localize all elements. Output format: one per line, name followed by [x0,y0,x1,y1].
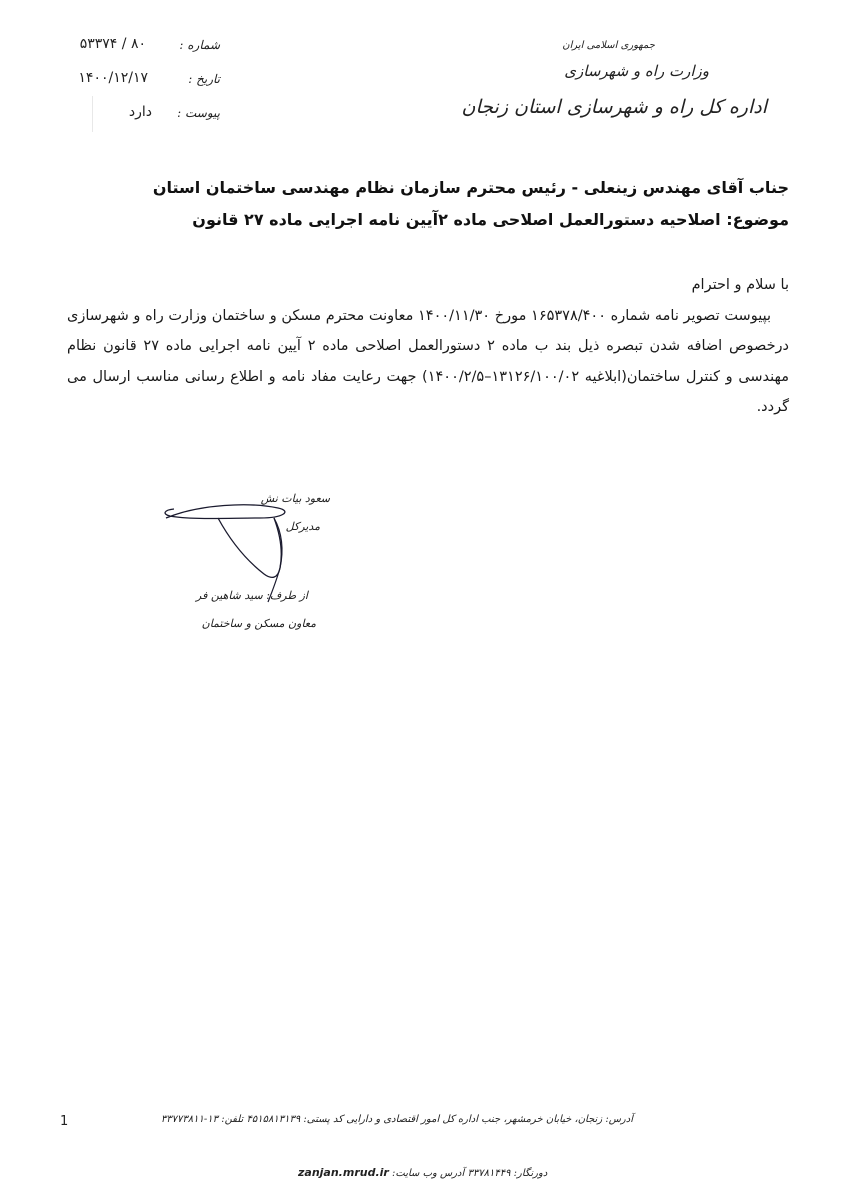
meta-divider [92,96,93,132]
addressee-block [149,172,789,236]
signature-on-behalf: از طرف: سید شاهین فر [196,589,308,602]
meta-number-label: شماره : [179,38,220,52]
letterhead-office: اداره کل راه و شهرسازی استان زنجان [461,96,767,118]
greeting: با سلام و احترام [691,277,789,293]
letter-meta [40,36,220,138]
signature-name: سعود بیات نش [260,492,330,505]
meta-attachment-value: دارد [128,104,152,120]
meta-date-value: ۱۴۰۰/۱۲/۱۷ [78,70,148,86]
subject-line: موضوع: اصلاحیه دستورالعمل اصلاحی ماده ۲آیین نامه اجرایی ماده ۲۷ قانون [192,210,789,229]
letter-body [67,270,789,423]
letterhead-ministry: وزارت راه و شهرسازی [564,62,709,80]
meta-date-label: تاریخ : [188,72,220,86]
body-paragraph: بپیوست تصویر نامه شماره ۱۶۵۳۷۸/۴۰۰ مورخ ۱۴۰۰/۱۱/۳۰ معاونت محترم مسکن و ساختمان وزارت راه و شهرسازی درخصوص اضافه شدن تبصره ذیل بند ب ماده ۲ دستورالعمل اصلاحی ماده ۲ آیین نامه اجرایی ماده ۲۷ قانون نظام مهندسی و کنترل ساختمان(ابلاغیه ۱۳۱۲۶/۱۰۰/۰۲–۱۴۰۰/۲/۵) جهت رعایت مفاد نامه و اطلاع رسانی مناسب ارسال می گردد. [67,307,789,415]
meta-attachment-row [40,104,220,138]
signature-role: معاون مسکن و ساختمان [201,617,316,630]
meta-number-value: ۸۰ / ۵۳۳۷۴ [79,36,146,52]
signature-title: مدیرکل [285,520,320,533]
footer-address: آدرس: زنجان، خیابان خرمشهر، جنب اداره کل امور اقتصادی و دارایی کد پستی: ۴۵۱۵۸۱۳۱۳۹ تلفن: ۱۳-۳۳۷۷۳۸۱۱ [160,1114,633,1125]
meta-number-row [40,36,220,70]
signature-block [160,478,360,648]
meta-attachment-label: پیوست : [177,106,220,120]
footer-contact [298,1166,547,1179]
footer-website-link[interactable]: zanjan.mrud.ir [298,1166,389,1179]
meta-date-row [40,70,220,104]
page-number: 1 [60,1114,69,1129]
recipient-line: جناب آقای مهندس زینعلی - رئیس محترم سازمان نظام مهندسی ساختمان استان [152,178,789,197]
footer-fax-label: دورنگار: ۳۳۷۸۱۴۴۹ آدرس وب سایت: [392,1168,548,1179]
letterhead-country: جمهوری اسلامی ایران [562,40,655,51]
